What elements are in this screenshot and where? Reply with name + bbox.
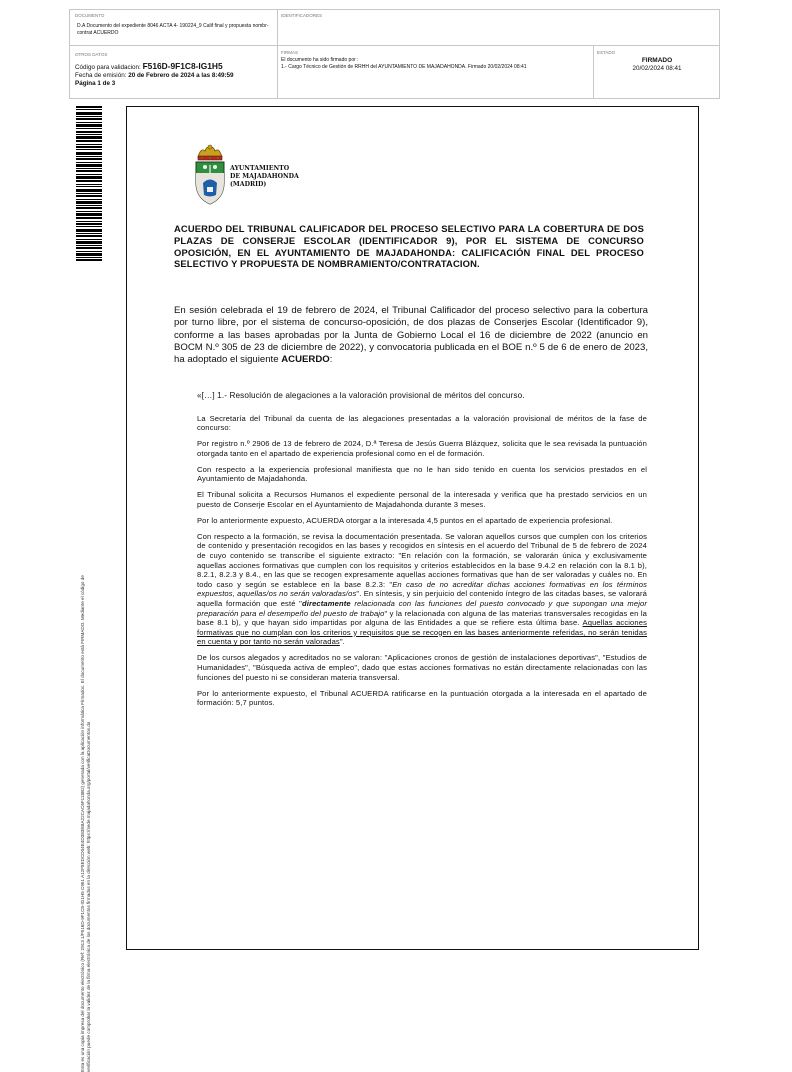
side-text-line2: verificación puede comprobar la validez de la firma electrónica de los documentos firmados en la dirección web: https://sede.majadahonda.org/portal/verificaDocumentos.do	[86, 721, 91, 1072]
logo-line3: (MADRID)	[230, 180, 267, 188]
estado-value: FIRMADO	[641, 57, 673, 64]
paragraph-3: Con respecto a la experiencia profesional manifiesta que no le han sido tenido en cuenta los servicios prestados en el Ayuntamiento de Majadahonda.	[197, 464, 647, 484]
resolution-heading: «[…] 1.- Resolución de alegaciones a la valoración provisional de méritos del concurso.	[197, 391, 525, 400]
firmas-label: FIRMAS	[281, 50, 299, 55]
firmas-line1: El documento ha sido firmado por :	[281, 57, 359, 63]
intro-bold: ACUERDO	[281, 354, 330, 366]
identificadores-label: IDENTIFICADORES	[281, 13, 323, 18]
documento-cell	[75, 13, 273, 36]
p6-part-c: ". En síntesis, y sin perjuicio del contenido íntegro de las citadas bases, se valorará aquella formación que esté "	[197, 589, 647, 609]
estado-label: ESTADO	[597, 50, 616, 55]
p6-part-b: En caso de no acreditar dichas acciones formativas en los términos expuestos, aquellas/os no serán valoradas/os	[197, 579, 647, 599]
logo-line2: DE MAJADAHONDA	[230, 172, 299, 180]
firmas-line2: 1.- Cargo Técnico de Gestión de RRHH del AYUNTAMIENTO DE MAJADAHONDA. Firmado 20/02/2024 08:41	[281, 63, 527, 70]
paragraph-8: Por lo anteriormente expuesto, el Tribunal ACUERDA ratificarse en la puntuación otorgada a la interesada en el apartado de formación: 5,7 puntos.	[197, 688, 647, 708]
otros-datos-cell	[75, 52, 273, 88]
estado-cell	[597, 50, 717, 73]
paragraph-5: Por lo anteriormente expuesto, ACUERDA otorgar a la interesada 4,5 puntos en el apartado de experiencia profesional.	[197, 515, 613, 525]
p6-part-e: relacionada con las funciones del puesto convocado y que supongan una mejor preparación para el desempeño del puesto de trabajo	[197, 599, 647, 618]
codigo-value: F516D-9F1C8-IG1H5	[142, 61, 223, 71]
paragraph-6	[197, 532, 647, 647]
documento-label: DOCUMENTO	[75, 13, 105, 18]
p6-part-h: ".	[339, 637, 345, 647]
verification-side-text	[80, 202, 92, 1072]
side-text-line1: Esta es una copia impresa del documento electrónico (Ref: 2913 1/F516D-9F1C8-IG1H5 C951 A12F8EDCD04E4D383EBA22CAC6F118B2) generada con la aplicación informática Firmadoc. El documento está FIRMADO. Mediante el código de	[80, 575, 85, 1072]
coat-of-arms-icon	[193, 143, 227, 205]
documento-value: D.A Documento del expediente 8046 ACTA 4- 190224_9 Calif final y propuesta nombr-contrat ACUERDO	[77, 23, 269, 36]
resolution-body	[197, 391, 647, 714]
identificadores-cell	[281, 13, 581, 23]
paragraph-7: De los cursos alegados y acreditados no se valoran: "Aplicaciones cronos de gestión de instalaciones deportivas", "Estudios de Humanidades", "Búsqueda activa de empleo", dado que estas acciones formativas no están directamente relacionadas con las funciones del puesto ni se consideran materia transversal.	[197, 653, 647, 682]
municipality-name	[230, 165, 299, 188]
intro-text: En sesión celebrada el 19 de febrero de 2024, el Tribunal Calificador del proceso selectivo para la cobertura por turno libre, por el sistema de concurso-oposición, de dos plazas de Conserjes Escolar (Identificador 9), conforme a las bases aprobadas por la Junta de Gobierno Local el 16 de diciembre de 2022 (anuncio en BOCM N.º 305 de 23 de diciembre de 2022), y convocatoria publicada en el BOE n.º 5 de 6 de enero de 2023, ha adoptado el siguiente	[174, 305, 648, 366]
p6-part-f: " y la relacionada con alguna de las materias transversales recogidas en la base 8.1 b), y que hayan sido impartidas por alguna de las Entidades a que se refiere esta última base.	[197, 608, 648, 628]
pagina-number: Página 1 de 3	[75, 80, 116, 87]
paragraph-1: La Secretaría del Tribunal da cuenta de las alegaciones presentadas a la valoración provisional de méritos de la fase de concurso:	[197, 413, 647, 433]
intro-paragraph	[174, 305, 648, 366]
paragraph-4: El Tribunal solicita a Recursos Humanos el expediente personal de la interesada y verifica que ha prestado servicios en un puesto de Conserje Escolar en el Ayuntamiento de Majadahonda durante 3 meses.	[197, 490, 647, 509]
paragraph-2: Por registro n.º 2906 de 13 de febrero de 2024, D.ª Teresa de Jesús Guerra Blázquez, solicita que le sea revisada la puntuación otorgada tanto en el apartado de experiencia profesional como en el de formación.	[197, 439, 647, 458]
p6-part-a: Con respecto a la formación, se revisa la documentación presentada. Se valoran aquellos cursos que cumplen con los criterios de contenido y presentación recogidos en las bases y recogidos en síntesis en el acuerdo del Tribunal de 5 de febrero de 2024 de cuyo contenido se transcribe el siguiente extracto: "En relación con la formación, se valorarán única y exclusivamente aquellas acciones formativas que cumplen con los requisitos y criterios establecidos en la base 9.4.2 en relación con la 8.1 b), 8.2.1, 8.2.3 y 8.4., en las que se recogen expresamente aquellas acciones formativas que han de ser valoradas y cuáles no. En todo caso y según se establece en la base 8.2.3: "	[197, 531, 647, 589]
logo-line1: AYUNTAMIENTO	[230, 165, 290, 172]
intro-end: :	[329, 354, 333, 366]
firmas-cell	[281, 50, 589, 70]
estado-date: 20/02/2024 08:41	[632, 65, 682, 72]
codigo-label: Código para validacion:	[75, 64, 141, 71]
document-page	[126, 106, 699, 950]
fecha-label: Fecha de emisión:	[75, 72, 127, 79]
document-title: ACUERDO DEL TRIBUNAL CALIFICADOR DEL PROCESO SELECTIVO PARA LA COBERTURA DE DOS PLAZAS DE CONSERJE ESCOLAR (IDENTIFICADOR 9), POR EL SISTEMA DE CONCURSO OPOSICIÓN, EN EL AYUNTAMIENTO DE MAJADAHONDA: CALIFICACIÓN FINAL DEL PROCESO SELECTIVO Y PROPUESTA DE NOMBRAMIENTO/CONTRATACION.	[174, 223, 644, 270]
document-header	[69, 9, 720, 99]
fecha-value: 20 de Febrero de 2024 a las 8:49:59	[128, 72, 234, 79]
p6-part-g: Aquellas acciones formativas que no cumplan con los criterios y requisitos que se recogen en las bases anteriormente referidas, no serán tenidas en cuenta y por tanto no serán valoradas	[197, 618, 647, 647]
p6-part-d: directamente	[302, 599, 351, 609]
otros-datos-label: OTROS DATOS	[75, 52, 108, 57]
